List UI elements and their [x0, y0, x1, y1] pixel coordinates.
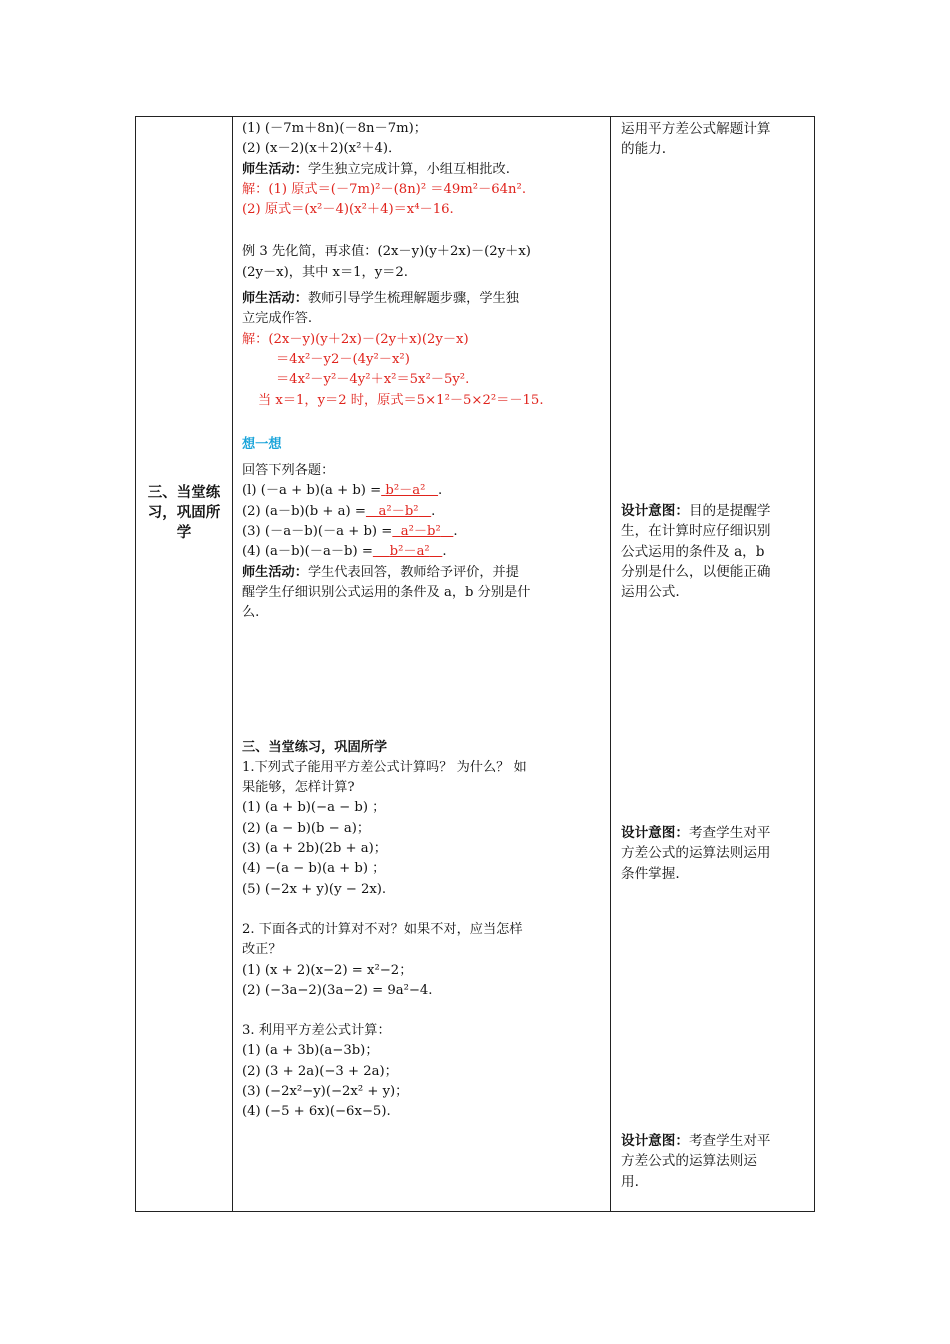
example-line: (1) (－7m＋8n)(－8n－7m)；	[242, 121, 427, 136]
activity-line: 么.	[242, 605, 260, 621]
answer-blank: a²－b²	[378, 503, 419, 519]
answer-blank: a²－b²	[400, 524, 441, 540]
activity-label: 师生活动：	[242, 161, 308, 177]
stage-column	[136, 117, 232, 1211]
activity-line: 立完成作答.	[242, 311, 313, 327]
problem-item: (3) (−2x²−y)(−2x² + y)；	[242, 1083, 409, 1099]
solution-label: 解：	[242, 331, 269, 347]
solution-text: (1) 原式＝(－7m)²－(8n)² ＝49m²－64n².	[268, 181, 527, 197]
solution-line	[242, 330, 608, 350]
problem-item: (4) −(a − b)(a + b) ；	[242, 861, 386, 877]
problem-item: (5) (−2x + y)(y − 2x).	[242, 881, 387, 897]
problem-item: (2) (−3a−2)(3a−2) = 9a²−4.	[242, 982, 433, 998]
solution-line: 当 x＝1，y＝2 时，原式＝5×1²－5×2²＝－15.	[258, 392, 544, 408]
think-intro: 回答下列各题：	[242, 463, 335, 479]
solution-line: (2) 原式＝(x²－4)(x²＋4)＝x⁴－16.	[242, 202, 454, 218]
solution-text: (2x－y)(y＋2x)－(2y＋x)(2y－x)	[268, 331, 469, 347]
think-item: (4) (a－b)(－a－b) = b²－a² .	[242, 544, 447, 560]
activity-label: 师生活动：	[242, 291, 308, 307]
problem-1-line: 果能够，怎样计算?	[242, 780, 355, 796]
design-intent-label: 设计意图：	[621, 503, 689, 519]
activity-text: 教师引导学生梳理解题步骤，学生独	[307, 291, 519, 307]
activity-line	[242, 160, 608, 180]
solution-label: 解：	[242, 181, 269, 197]
design-note: 运用平方差公式解题计算 的能力.	[621, 121, 771, 158]
section-title: 三、当堂练习，巩固所学	[242, 739, 388, 755]
think-title: 想一想	[242, 436, 282, 452]
column-divider-1	[232, 117, 233, 1211]
activity-line: 醒学生仔细识别公式运用的条件及 a，b 分别是什	[242, 584, 531, 600]
problem-item: (1) (a + b)(−a − b) ；	[242, 800, 386, 816]
solution-line: ＝4x²－y²－4y²＋x²＝5x²－5y².	[276, 372, 470, 388]
content-column	[242, 119, 608, 1123]
think-item: (l) (－a + b)(a + b) = b²－a² .	[242, 483, 443, 499]
solution-line: ＝4x²－y2－(4y²－x²)	[276, 351, 410, 367]
activity-line	[242, 563, 608, 583]
problem-item: (3) (a + 2b)(2b + a)；	[242, 841, 387, 857]
answer-blank: b²－a²	[385, 483, 426, 499]
problem-item: (1) (x + 2)(x−2) = x²−2；	[242, 962, 413, 978]
design-note: 设计意图：考查学生对平 方差公式的运算法则运用 条件掌握.	[621, 825, 771, 882]
solution-line	[242, 180, 608, 200]
answer-blank: b²－a²	[389, 544, 430, 560]
problem-2-line: 改正？	[242, 942, 282, 958]
problem-1-line: 1.下列式子能用平方差公式计算吗？ 为什么？ 如	[242, 759, 527, 775]
problem-2-line: 2. 下面各式的计算对不对？如果不对，应当怎样	[242, 921, 523, 937]
design-intent-label: 设计意图：	[621, 825, 689, 841]
example-3-line: (2y－x)，其中 x＝1，y＝2.	[242, 264, 408, 280]
stage-label: 三、当堂练习，巩固所学	[147, 485, 221, 541]
design-intent-label: 设计意图：	[621, 1133, 689, 1149]
column-divider-2	[610, 117, 611, 1211]
design-note: 设计意图：考查学生对平 方差公式的运算法则运 用.	[621, 1133, 771, 1190]
problem-3-title: 3. 利用平方差公式计算：	[242, 1023, 391, 1039]
activity-line	[242, 289, 608, 309]
activity-text: 学生代表回答，教师给予评价，并提	[307, 564, 519, 580]
think-item: (2) (a－b)(b + a) = a²－b² .	[242, 503, 436, 519]
example-line: (2) (x－2)(x＋2)(x²＋4)．	[242, 141, 402, 157]
problem-item: (2) (a − b)(b − a)；	[242, 820, 371, 836]
activity-label: 师生活动：	[242, 564, 308, 580]
problem-item: (1) (a + 3b)(a−3b)；	[242, 1043, 379, 1059]
example-3-line: 例 3 先化简，再求值：(2x－y)(y＋2x)－(2y＋x)	[242, 244, 531, 260]
think-item: (3) (－a－b)(－a + b) = a²－b² .	[242, 524, 458, 540]
lesson-table	[135, 116, 815, 1212]
problem-item: (4) (−5 + 6x)(−6x−5).	[242, 1104, 391, 1120]
design-note: 设计意图：目的是提醒学 生，在计算时应仔细识别 公式运用的条件及 a，b 分别是什么，以便能正确 运用公式.	[621, 503, 771, 601]
activity-text: 学生独立完成计算，小组互相批改.	[307, 161, 510, 177]
problem-item: (2) (3 + 2a)(−3 + 2a)；	[242, 1063, 398, 1079]
